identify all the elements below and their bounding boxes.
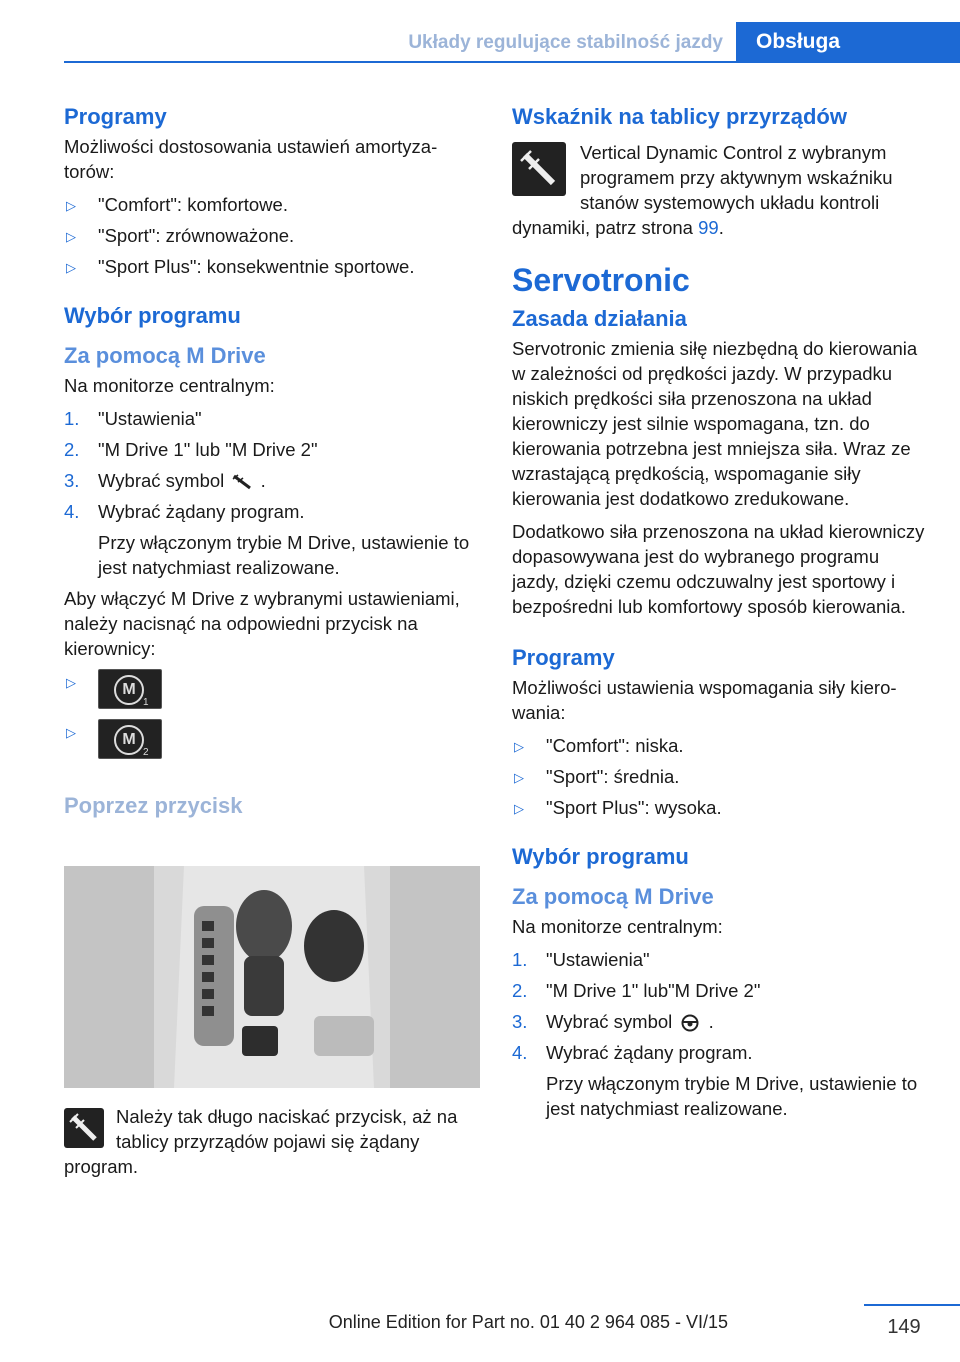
step-item: 1. "Ustawienia" — [64, 408, 202, 429]
servotronic-heading: Servotronic — [512, 262, 690, 298]
step-item: 3. Wybrać symbol . — [64, 470, 266, 491]
programs-intro: Możliwości ustawienia wspomagania siły kierowania: — [512, 677, 897, 723]
triangle-bullet-icon: ▷ — [66, 725, 76, 740]
principle-p2: Dodatkowo siła przenoszona na układ kierowniczy dopasowywana jest do wybranego programu jazdy, dzięki czemu odczuwalny jest sportowy i bezpośredni lub komfortowy sposób kierowania. — [512, 521, 925, 617]
indicator-block: Vertical Dynamic Control z wybranym programem przy aktywnym wskaźniku stanów systemowych układu kontroli dynamiki, patrz strona 99. — [512, 142, 893, 238]
button-heading: Poprzez przycisk — [64, 793, 243, 818]
mdrive-intro: Na monitorze centralnym: — [64, 375, 275, 396]
list-item: ▷ "Sport": zrównoważone. — [64, 223, 480, 248]
m2-button-icon: M 2 — [98, 719, 162, 759]
triangle-bullet-icon: ▷ — [66, 260, 76, 275]
page-number-rule — [864, 1304, 960, 1306]
right-column — [512, 100, 928, 1127]
indicator-heading: Wskaźnik na tablicy przyrządów — [512, 104, 847, 129]
programs-heading: Programy — [64, 104, 167, 129]
button-note: Należy tak długo naciskać przycisk, aż na tablicy przyrządów pojawi się żądany program. — [64, 1106, 458, 1177]
step-item: 2. "M Drive 1" lub "M Drive 2" — [64, 439, 318, 460]
list-item: ▷ "Sport Plus": wysoka. — [512, 795, 928, 820]
select-program-heading: Wybór programu — [64, 303, 241, 328]
select-program-heading: Wybór programu — [512, 844, 689, 869]
center-console-photo — [64, 866, 480, 1088]
page-link[interactable]: 99 — [698, 217, 719, 238]
header-rule — [64, 61, 960, 63]
left-column — [64, 100, 480, 823]
programs-intro: Możliwości dostosowania ustawień amortyzatorów: — [64, 136, 438, 182]
principle-p1: Servotronic zmienia siłę niezbędną do kierowania w zależności od prędkości jazdy. W przypadku niskich prędkości siła przenoszona na układ kierowniczy jest silnie wspomagana, tzn. do kierowania potrzebna jest mniejsza siła. Wraz ze wzrastającą prędkością, wspomaganie siły kierowania jest dodatkowo zredukowane. — [512, 338, 918, 509]
triangle-bullet-icon: ▷ — [66, 675, 76, 690]
m1-button-icon: M 1 — [98, 669, 162, 709]
shock-absorber-icon — [229, 473, 255, 491]
m-button-item — [64, 669, 480, 713]
steering-wheel-icon — [677, 1014, 703, 1032]
activate-text: Aby włączyć M Drive z wybranymi ustawieniami, należy nacisnąć na odpowiedni przycisk na kierownicy: — [64, 588, 460, 659]
step-item: 4. Wybrać żądany program. — [512, 1042, 753, 1063]
header-tab: Obsługa — [736, 22, 960, 62]
list-item: ▷ "Comfort": komfortowe. — [64, 192, 480, 217]
mdrive-intro: Na monitorze centralnym: — [512, 916, 723, 937]
list-item: ▷ "Comfort": niska. — [512, 733, 928, 758]
triangle-bullet-icon: ▷ — [514, 801, 524, 816]
page-number: 149 — [887, 1316, 921, 1338]
principle-heading: Zasada działania — [512, 306, 687, 331]
header-section-title: Układy regulujące stabilność jazdy — [408, 32, 723, 53]
step-item: 1. "Ustawienia" — [512, 949, 650, 970]
step-item: 4. Wybrać żądany program. — [64, 501, 305, 522]
list-item: ▷ "Sport": średnia. — [512, 764, 928, 789]
step-item: 3. Wybrać symbol . — [512, 1011, 714, 1032]
footer-edition: Online Edition for Part no. 01 40 2 964 085 - VI/15 — [328, 1312, 728, 1332]
step-item: 2. "M Drive 1" lub"M Drive 2" — [512, 980, 761, 1001]
shock-absorber-indicator-icon — [64, 1108, 104, 1148]
triangle-bullet-icon: ▷ — [514, 770, 524, 785]
m-button-item — [64, 719, 480, 763]
mdrive-heading: Za pomocą M Drive — [64, 343, 266, 368]
shock-absorber-indicator-icon — [512, 142, 566, 196]
step-note: Przy włączonym trybie M Drive, ustawienie to jest natychmiast realizowane. — [98, 532, 470, 578]
triangle-bullet-icon: ▷ — [514, 739, 524, 754]
mdrive-heading: Za pomocą M Drive — [512, 884, 714, 909]
triangle-bullet-icon: ▷ — [66, 229, 76, 244]
step-note: Przy włączonym trybie M Drive, ustawienie to jest natychmiast realizowane. — [546, 1073, 918, 1119]
programs-heading: Programy — [512, 645, 615, 670]
list-item: ▷ "Sport Plus": konsekwentnie sportowe. — [64, 254, 480, 279]
triangle-bullet-icon: ▷ — [66, 198, 76, 213]
